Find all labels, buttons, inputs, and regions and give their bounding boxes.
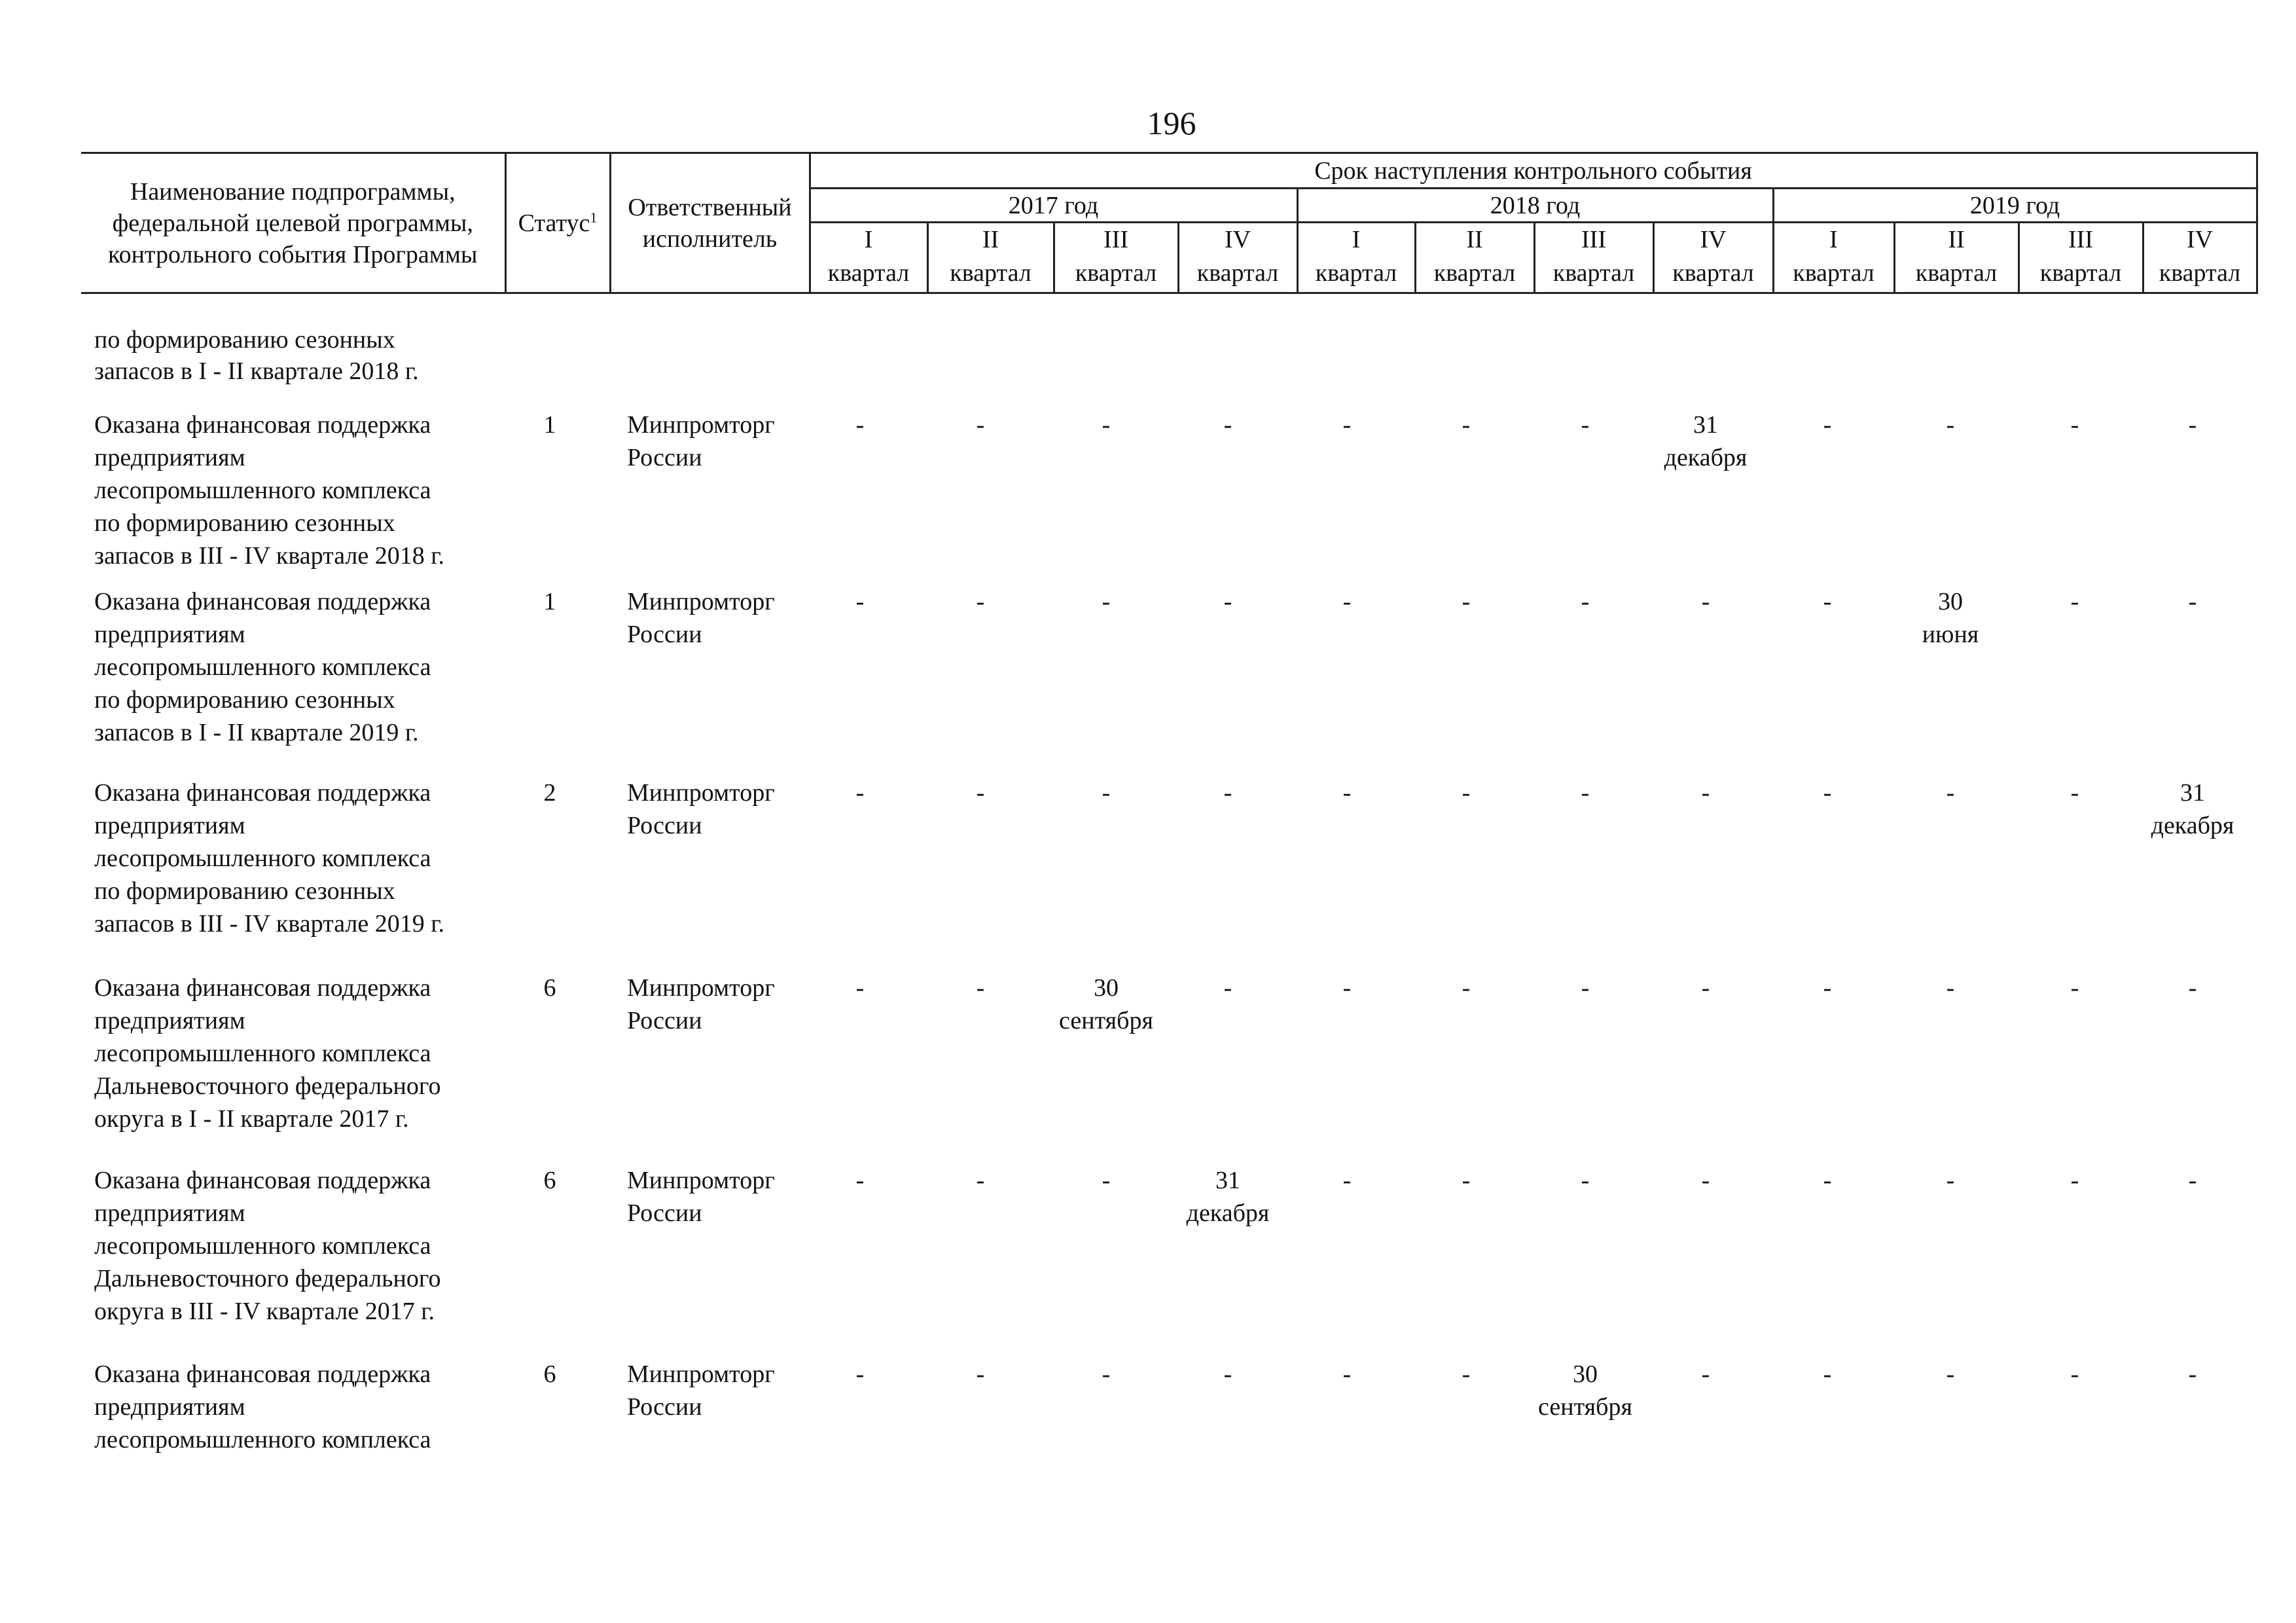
deadline-cell: - <box>2188 1167 2197 1194</box>
deadline-cell: - <box>1462 1360 1471 1388</box>
header-quarter: II квартал <box>927 223 1054 293</box>
header-quarter: III квартал <box>1054 223 1178 293</box>
deadline-cell: - <box>1223 779 1232 807</box>
deadline-cell: - <box>1102 779 1111 807</box>
deadline-cell: - <box>1342 1360 1352 1388</box>
deadline-cell: - <box>1342 1167 1352 1194</box>
event-name-line: предприятиям <box>94 621 245 648</box>
deadline-cell: - <box>1823 974 1832 1002</box>
deadline-cell: - <box>2070 411 2079 439</box>
deadline-cell: - <box>2188 588 2197 615</box>
status-value: 2 <box>543 779 556 807</box>
event-name-line: Оказана финансовая поддержка <box>94 1360 431 1388</box>
event-name-line: Оказана финансовая поддержка <box>94 974 431 1002</box>
header-quarter: IV квартал <box>2143 223 2257 293</box>
deadline-cell: - <box>1342 974 1352 1002</box>
deadline-cell: - <box>1581 411 1590 439</box>
event-name-line: Оказана финансовая поддержка <box>94 411 431 439</box>
event-name-line: Оказана финансовая поддержка <box>94 779 431 807</box>
deadline-cell: - <box>855 588 865 615</box>
deadline-cell: - <box>1102 1167 1111 1194</box>
responsible-line: Минпромторг <box>627 411 775 439</box>
deadline-cell: - <box>1701 1167 1710 1194</box>
deadline-cell: - <box>1581 588 1590 615</box>
deadline-cell: - <box>2070 779 2079 807</box>
header-quarter: I квартал <box>810 223 927 293</box>
event-name-line: лесопромышленного комплекса <box>94 477 431 504</box>
deadline-cell: - <box>855 974 865 1002</box>
deadline-cell: - <box>1342 411 1352 439</box>
deadline-cell: декабря <box>1664 444 1748 471</box>
event-name-line: лесопромышленного комплекса <box>94 1232 431 1260</box>
header-quarter: III квартал <box>2018 223 2143 293</box>
responsible-line: России <box>627 1393 702 1421</box>
event-name-line: запасов в III - IV квартале 2018 г. <box>94 542 445 570</box>
deadline-cell: 30 <box>1573 1360 1598 1388</box>
event-name-line: предприятиям <box>94 444 245 471</box>
deadline-cell: - <box>1462 974 1471 1002</box>
deadline-cell: - <box>1823 588 1832 615</box>
deadline-cell: - <box>855 1167 865 1194</box>
deadline-cell: 31 <box>1215 1167 1240 1194</box>
event-name-line: предприятиям <box>94 1199 245 1227</box>
deadline-cell: - <box>976 1167 985 1194</box>
event-name-line: Дальневосточного федерального <box>94 1072 441 1100</box>
header-year-2018: 2018 год <box>1297 189 1773 223</box>
deadline-cell: 31 <box>1693 411 1718 439</box>
continuation-line: запасов в I - II квартале 2018 г. <box>94 357 419 385</box>
deadline-cell: - <box>1946 779 1955 807</box>
deadline-cell: июня <box>1922 621 1979 648</box>
header-responsible-column: Ответственный исполнитель <box>610 153 810 293</box>
deadline-cell: 31 <box>2180 779 2205 807</box>
deadline-cell: - <box>1581 779 1590 807</box>
status-value: 6 <box>543 1167 556 1194</box>
event-name-line: лесопромышленного комплекса <box>94 845 431 872</box>
deadline-cell: сентября <box>1538 1393 1632 1421</box>
header-quarter: II квартал <box>1894 223 2018 293</box>
deadline-cell: - <box>1462 588 1471 615</box>
event-name-line: по формированию сезонных <box>94 877 395 905</box>
deadline-cell: - <box>1701 1360 1710 1388</box>
responsible-line: Минпромторг <box>627 588 775 615</box>
deadline-cell: - <box>976 588 985 615</box>
responsible-line: Минпромторг <box>627 779 775 807</box>
deadline-cell: - <box>1342 779 1352 807</box>
deadline-cell: - <box>1823 1360 1832 1388</box>
deadline-cell: декабря <box>1186 1199 1270 1227</box>
deadline-cell: 30 <box>1094 974 1119 1002</box>
status-value: 6 <box>543 974 556 1002</box>
header-quarter: IV квартал <box>1653 223 1773 293</box>
deadline-cell: - <box>2070 1167 2079 1194</box>
event-name-line: запасов в III - IV квартале 2019 г. <box>94 910 445 938</box>
deadline-cell: - <box>2070 974 2079 1002</box>
deadline-cell: - <box>1823 1167 1832 1194</box>
header-year-2017: 2017 год <box>810 189 1297 223</box>
event-name-line: запасов в I - II квартале 2019 г. <box>94 719 419 746</box>
deadline-cell: - <box>1823 411 1832 439</box>
deadline-cell: - <box>1946 1167 1955 1194</box>
event-name-line: округа в III - IV квартале 2017 г. <box>94 1298 435 1325</box>
event-name-line: предприятиям <box>94 1007 245 1034</box>
header-quarter: III квартал <box>1534 223 1653 293</box>
deadline-cell: - <box>1701 779 1710 807</box>
event-name-line: лесопромышленного комплекса <box>94 1426 431 1453</box>
deadline-cell: - <box>2188 411 2197 439</box>
deadline-cell: - <box>1581 1167 1590 1194</box>
responsible-line: Минпромторг <box>627 974 775 1002</box>
header-quarter: II квартал <box>1415 223 1534 293</box>
responsible-line: Минпромторг <box>627 1167 775 1194</box>
deadline-cell: - <box>855 1360 865 1388</box>
deadline-cell: - <box>1102 411 1111 439</box>
event-name-line: Дальневосточного федерального <box>94 1265 441 1292</box>
deadline-cell: - <box>855 411 865 439</box>
event-name-line: лесопромышленного комплекса <box>94 653 431 681</box>
deadline-cell: - <box>1462 1167 1471 1194</box>
event-name-line: Оказана финансовая поддержка <box>94 588 431 615</box>
deadline-cell: - <box>976 779 985 807</box>
header-quarter: I квартал <box>1297 223 1415 293</box>
page-number: 196 <box>1147 105 1196 141</box>
deadline-cell: - <box>2070 588 2079 615</box>
continuation-line: по формированию сезонных <box>94 326 395 354</box>
responsible-line: России <box>627 1007 702 1034</box>
event-name-line: предприятиям <box>94 1393 245 1421</box>
deadline-cell: - <box>1462 779 1471 807</box>
deadline-cell: - <box>1946 1360 1955 1388</box>
deadline-cell: декабря <box>2151 812 2234 839</box>
status-value: 6 <box>543 1360 556 1388</box>
responsible-line: России <box>627 621 702 648</box>
event-name-line: по формированию сезонных <box>94 686 395 714</box>
deadline-cell: - <box>976 1360 985 1388</box>
deadline-cell: - <box>976 974 985 1002</box>
responsible-line: Минпромторг <box>627 1360 775 1388</box>
event-name-line: Оказана финансовая поддержка <box>94 1167 431 1194</box>
event-name-line: лесопромышленного комплекса <box>94 1040 431 1067</box>
deadline-cell: - <box>1946 974 1955 1002</box>
deadline-cell: - <box>1701 588 1710 615</box>
header-quarter: I квартал <box>1773 223 1894 293</box>
status-value: 1 <box>543 588 556 615</box>
event-name-line: округа в I - II квартале 2017 г. <box>94 1105 409 1133</box>
header-quarter: IV квартал <box>1178 223 1297 293</box>
event-name-line: по формированию сезонных <box>94 509 395 537</box>
deadline-cell: - <box>1223 1360 1232 1388</box>
deadline-cell: - <box>1102 1360 1111 1388</box>
header-year-2019: 2019 год <box>1773 189 2257 223</box>
deadline-cell: 30 <box>1938 588 1963 615</box>
responsible-line: России <box>627 444 702 471</box>
deadline-cell: - <box>2188 1360 2197 1388</box>
deadline-cell: - <box>1102 588 1111 615</box>
event-name-line: предприятиям <box>94 812 245 839</box>
deadline-cell: - <box>1462 411 1471 439</box>
header-name-column: Наименование подпрограммы, федеральной целевой программы, контрольного события Программы <box>81 153 505 293</box>
header-status-column: Статус$^1$ <box>505 153 610 293</box>
deadline-cell: сентября <box>1059 1007 1153 1034</box>
deadline-cell: - <box>2188 974 2197 1002</box>
deadline-cell: - <box>1223 411 1232 439</box>
deadline-cell: - <box>1946 411 1955 439</box>
deadline-cell: - <box>1342 588 1352 615</box>
deadline-cell: - <box>976 411 985 439</box>
deadline-cell: - <box>1823 779 1832 807</box>
deadline-cell: - <box>1223 974 1232 1002</box>
deadline-cell: - <box>1223 588 1232 615</box>
deadline-cell: - <box>1581 974 1590 1002</box>
responsible-line: России <box>627 812 702 839</box>
deadline-cell: - <box>855 779 865 807</box>
status-value: 1 <box>543 411 556 439</box>
header-deadline-title: Срок наступления контрольного события <box>810 153 2257 189</box>
responsible-line: России <box>627 1199 702 1227</box>
deadline-cell: - <box>1701 974 1710 1002</box>
deadline-cell: - <box>2070 1360 2079 1388</box>
